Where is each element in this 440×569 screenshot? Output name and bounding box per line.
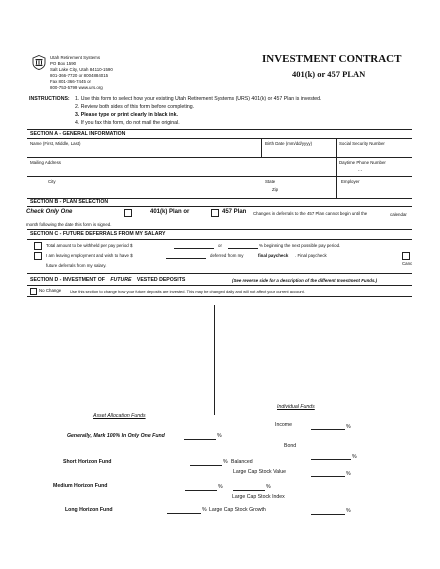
page-subtitle: 401(k) or 457 PLAN — [292, 69, 366, 79]
medium-horizon-label: Medium Horizon Fund — [53, 483, 108, 489]
percent-sign: % — [346, 471, 351, 477]
no-change-checkbox[interactable] — [30, 288, 37, 295]
large-cap-index-percent-field[interactable] — [233, 490, 265, 491]
deferred-text: deferred from my — [210, 253, 244, 258]
future-deferrals-text: future deferrals from my salary. — [46, 263, 107, 268]
balanced-label: Balanced — [231, 459, 253, 465]
page-title: INVESTMENT CONTRACT — [262, 53, 402, 65]
withhold-amount-field[interactable] — [174, 248, 214, 249]
org-line: Salt Lake City, Utah 84110-1590 — [50, 67, 113, 72]
org-line: Fax 801-366-7445 or — [50, 79, 92, 84]
large-cap-growth-label: Large Cap Stock Growth — [209, 507, 266, 513]
instruction-item: 3. Please type or print clearly in black ink. — [75, 112, 178, 118]
phone-separators: - - — [358, 168, 363, 173]
percent-sign: % — [218, 484, 223, 490]
section-c-header: SECTION C - FUTURE DEFERRALS FROM MY SALARY — [30, 231, 166, 237]
withhold-amount-checkbox[interactable] — [34, 242, 42, 250]
long-horizon-label: Long Horizon Fund — [65, 507, 113, 513]
no-change-note: Use this section to change how your future deposits are invested. This may be changed daily and will not affect your current account. — [70, 289, 305, 294]
urs-logo-icon — [32, 55, 46, 70]
percent-sign: % — [352, 454, 357, 460]
final-paycheck-amount-field[interactable] — [166, 258, 206, 259]
short-horizon-percent-field[interactable] — [190, 465, 222, 466]
instruction-item: 4. If you fax this form, do not mail the original. — [75, 120, 180, 126]
bond-percent-field[interactable] — [311, 459, 351, 460]
percent-sign: % — [266, 484, 271, 490]
daytime-phone-label: Daytime Phone Number — [339, 160, 386, 165]
asset-allocation-heading: Asset Allocation Funds — [93, 413, 146, 419]
percent-sign: % — [346, 424, 351, 430]
plan-457-note-continued: month following the date this form is signed. — [26, 222, 112, 227]
generally-percent-field[interactable] — [184, 439, 216, 440]
withhold-percent-text: % beginning the next possible pay period. — [259, 243, 341, 248]
section-d-header-text: SECTION D - INVESTMENT OF — [30, 277, 105, 283]
city-label: City — [48, 179, 56, 184]
withhold-percent-field[interactable] — [228, 248, 258, 249]
birth-date-label: Birth Date (mm/dd/yyyy) — [265, 141, 313, 146]
income-percent-field[interactable] — [311, 429, 345, 430]
org-line: 800-753-5799 www.urs.org — [50, 85, 103, 90]
percent-sign: % — [346, 508, 351, 514]
section-a-header: SECTION A - GENERAL INFORMATION — [30, 131, 126, 137]
plan-401k-label: 401(k) Plan or — [150, 209, 190, 215]
section-b-header: SECTION B - PLAN SELECTION — [30, 199, 109, 205]
withhold-or-text: or — [218, 243, 222, 248]
short-horizon-label: Short Horizon Fund — [63, 459, 112, 465]
ssn-label: Social Security Number — [339, 141, 385, 146]
percent-sign: % — [223, 459, 228, 465]
large-cap-value-percent-field[interactable] — [311, 476, 345, 477]
income-label: Income — [275, 422, 293, 428]
leaving-employment-text: I am leaving employment and wish to have $ — [46, 253, 133, 258]
org-line: PO Box 1590 — [50, 61, 77, 66]
state-label: State — [265, 179, 276, 184]
final-paycheck-text-2: . Final paycheck — [295, 253, 327, 258]
large-cap-value-label: Large Cap Stock Value — [233, 469, 286, 475]
name-label: Name (First, Middle, Last) — [30, 141, 81, 146]
generally-note: Generally, Mark 100% In Only One Fund — [67, 433, 165, 439]
cancel-deferrals-checkbox[interactable] — [402, 252, 410, 260]
instructions-label: INSTRUCTIONS: — [29, 96, 70, 102]
withhold-amount-text: Total amount to be withheld per pay period $ — [46, 243, 133, 248]
percent-sign: % — [217, 433, 222, 439]
plan-457-note: Changes in deferrals to the 457 Plan cannot begin until the — [253, 211, 368, 216]
org-line: 801-366-7720 or 8004884015 — [50, 73, 109, 78]
employer-label: Employer — [341, 179, 360, 184]
instruction-item: 1. Use this form to select how your existing Utah Retirement Systems (URS) 401(k) or 457 Plan is invested. — [75, 96, 322, 102]
long-horizon-percent-field[interactable] — [167, 513, 201, 514]
section-d-future-text: FUTURE — [110, 277, 132, 283]
org-line: Utah Retirement Systems — [50, 55, 101, 60]
percent-sign: % — [202, 507, 207, 513]
plan-401k-checkbox[interactable] — [124, 209, 132, 217]
cancel-text: Canc — [402, 261, 413, 266]
medium-horizon-percent-field[interactable] — [185, 490, 217, 491]
no-change-label: No Change — [39, 288, 62, 293]
mailing-address-label: Mailing Address — [30, 160, 61, 165]
section-d-note: (See reverse side for a description of the different Investment Funds.) — [232, 278, 378, 283]
plan-457-label: 457 Plan — [222, 209, 247, 215]
zip-label: Zip — [272, 187, 279, 192]
check-only-one-label: Check Only One — [26, 209, 73, 215]
bond-label: Bond — [284, 443, 297, 449]
plan-457-checkbox[interactable] — [211, 209, 219, 217]
plan-457-note-end: calendar — [390, 212, 407, 217]
large-cap-index-label: Large Cap Stock Index — [232, 494, 285, 500]
leaving-employment-checkbox[interactable] — [34, 252, 42, 260]
individual-funds-heading: Individual Funds — [277, 404, 315, 410]
section-d-header — [30, 277, 185, 283]
section-d-vested-text: VESTED DEPOSITS — [136, 277, 186, 283]
instruction-item: 2. Review both sides of this form before completing. — [75, 104, 195, 110]
final-paycheck-text: final paycheck — [258, 253, 289, 258]
large-cap-growth-percent-field[interactable] — [311, 514, 345, 515]
